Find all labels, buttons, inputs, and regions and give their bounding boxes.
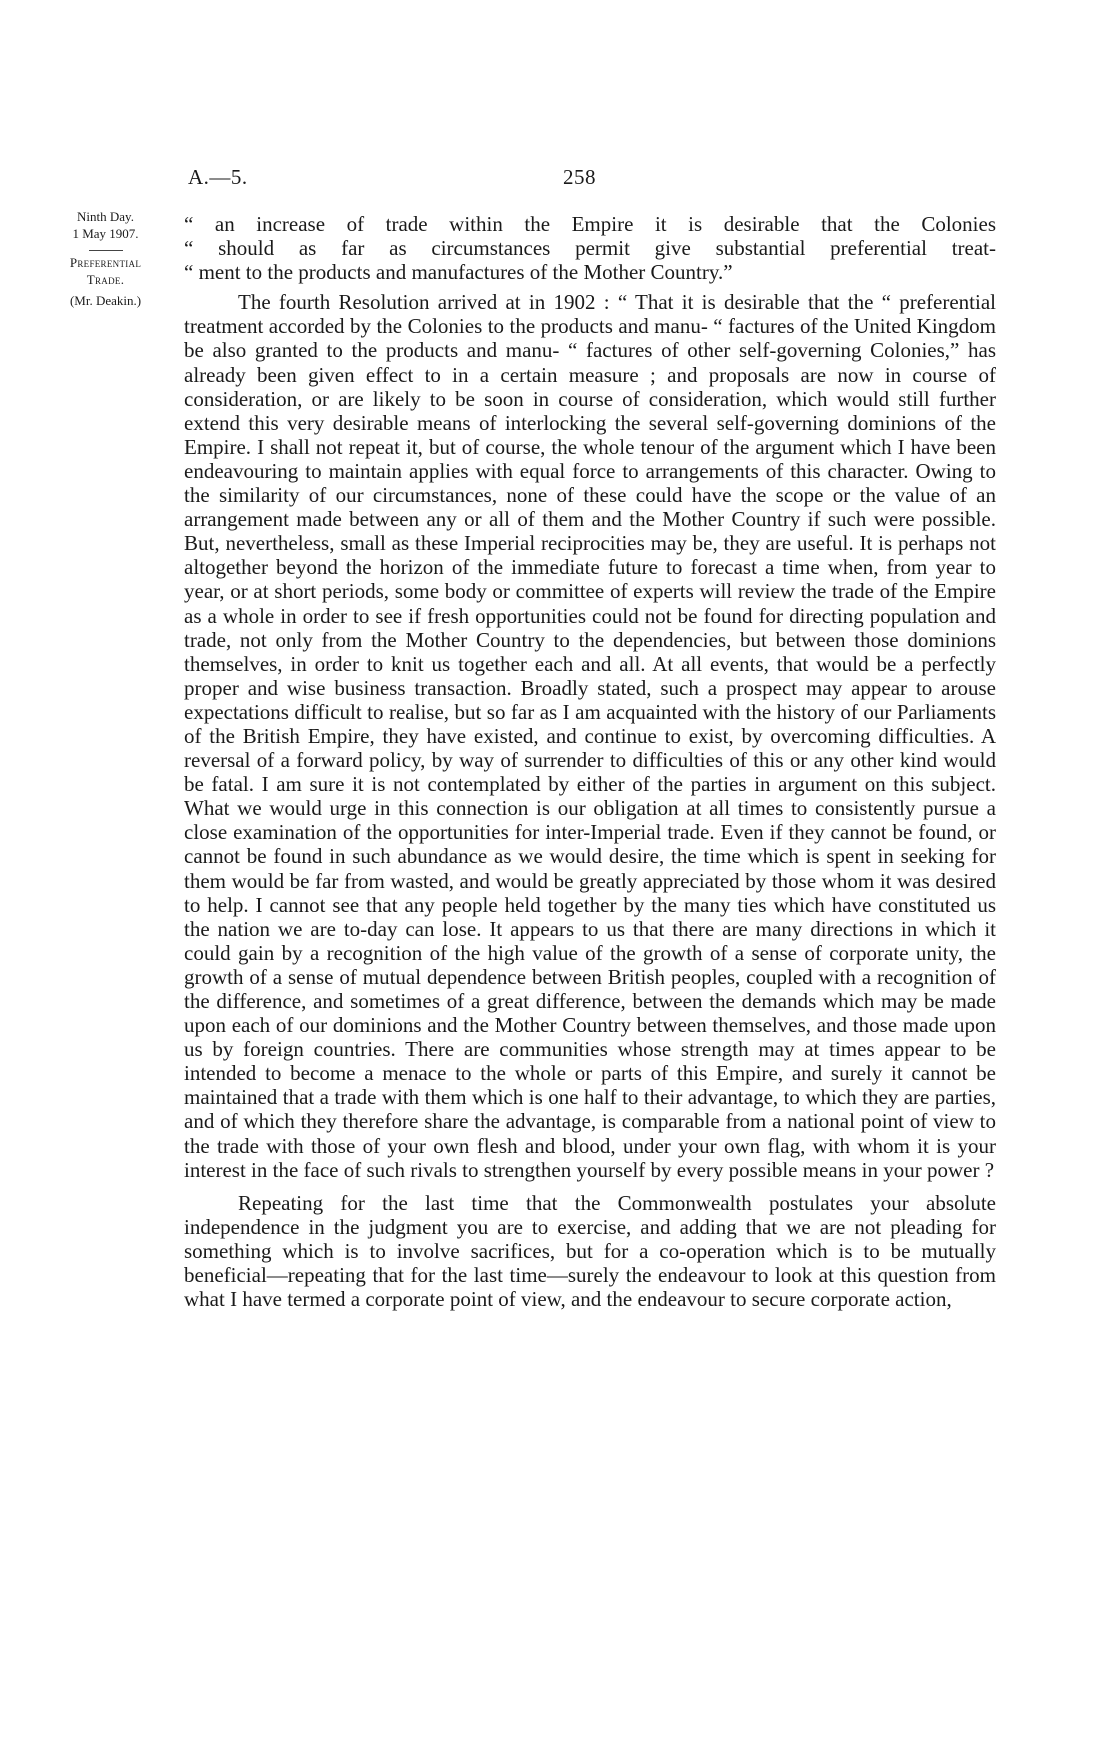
paragraph: The fourth Resolution arrived at in 1902 : “ That it is desirable that the “ preferential treatment accorded by the Colonies to the products and manu- “ factures of the United Kingdom be also granted to the products and manu- “ factures of other self-governing Colonies,” has already been given effect to in a certain measure ; and proposals are now in course of consideration, or are likely to be soon in course of consideration, which would still further extend this very desirable means of interlocking the several self-governing dominions of the Empire. I shall not repeat it, but of course, the whole tenour of the argument which I have been endeavouring to maintain applies with equal force to arrangements of this character. Owing to the similarity of our circumstances, none of these could have the scope or the value of an arrangement made between any or all of them and the Mother Country if such were possible. But, nevertheless, small as these Imperial reciprocities may be, they are useful. It is perhaps not altogether beyond the horizon of the immediate future to forecast a time when, from year to year, or at short periods, some body or committee of experts will review the trade of the Empire as a whole in order to see if fresh opportunities could not be found for directing population and trade, not only from the Mother Country to the dependencies, but between those dominions themselves, in order to knit us together each and all. At all events, that would be a perfectly proper and wise business transaction. Broadly stated, such a prospect may appear to arouse expectations difficult to realise, but so far as I am acquainted with the history of our Parliaments of the British Empire, they have existed, and continue to exist, by overcoming difficulties. A reversal of a forward policy, by way of surrender to difficulties of this or any other kind would be fatal. I am sure it is not contemplated by either of the parties in argument on this subject. What we would urge in this connection is our obligation at all times to consistently pursue a close examination of the opportunities for inter-Imperial trade. Even if they cannot be found, or cannot be found in such abundance as we would desire, the time which is spent in seeking for them would be far from wasted, and would be greatly appreciated by those whom it was desired to help. I cannot see that any people held together by the many ties which have constituted us the nation we are to-day can lose. It appears to us that there are many directions in which it could gain by a recognition of the high value of the growth of a sense of corporate unity, the growth of a sense of mutual dependence between British peoples, coupled with a recognition of the difference, and sometimes of a great difference, between the demands which may be made upon each of our dominions and the Mother Country between themselves, and those made upon us by foreign countries. There are communities whose strength may at times appear to be intended to become a menace to the whole or parts of this Empire, and surely it cannot be maintained that a trade with them which is one half to their advantage, to which they are parties, and of which they therefore share the advantage, is comparable from a national point of view to the trade with those of your own flesh and blood, under your own flag, with whom it is your interest in the face of such rivals to strengthen yourself by every possible means in your power ? [184, 290, 996, 1182]
quote-continuation [184, 212, 996, 284]
quote-line: “ an increase of trade within the Empire it is desirable that the Colonies [184, 212, 996, 236]
document-reference: A.—5. [188, 165, 248, 189]
page-header [188, 165, 996, 195]
margin-rule [89, 250, 123, 251]
margin-date: 1 May 1907. [72, 226, 139, 241]
margin-subject-line2: Trade. [86, 272, 125, 287]
paragraph: Repeating for the last time that the Commonwealth postulates your absolute independence in the judgment you are to exercise, and adding that we are not pleading for something which is to involve sacrifices, but for a co-operation which is to be mutually beneficial—repeating that for the last time—surely the endeavour to look at this question from what I have termed a corporate point of view, and the endeavour to secure corporate action, [184, 1190, 996, 1312]
margin-speaker: (Mr. Deakin.) [69, 293, 142, 308]
margin-subject-line1: Preferential [69, 255, 142, 270]
margin-day: Ninth Day. [77, 209, 134, 224]
page-number: 258 [563, 165, 596, 189]
quote-line: “ ment to the products and manufactures of the Mother Country.” [184, 260, 733, 285]
margin-notes [48, 208, 163, 309]
body-text [184, 212, 996, 1311]
quote-line: “ should as far as circumstances permit give substantial preferential treat- [184, 236, 996, 261]
